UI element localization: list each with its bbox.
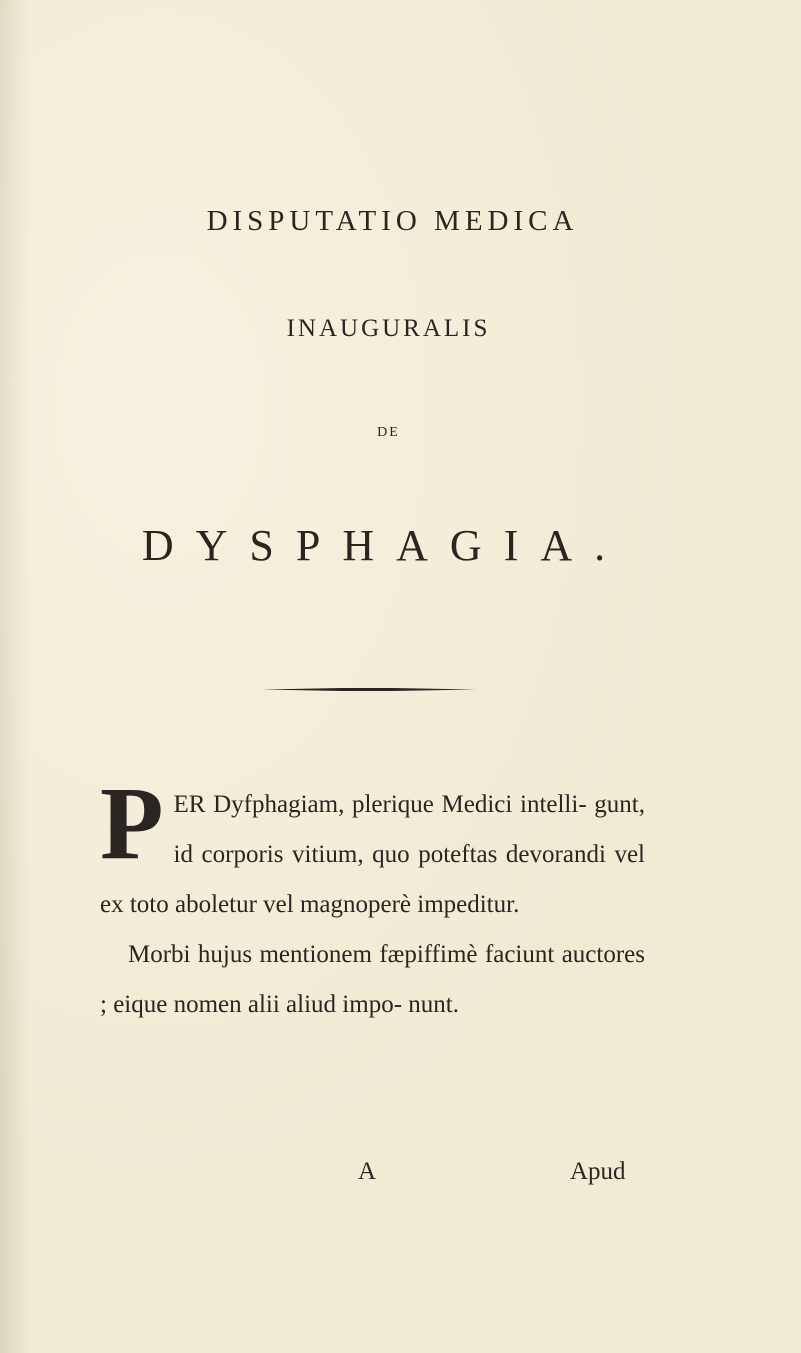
body-text <box>100 766 645 1030</box>
catchword: Apud <box>570 1158 626 1185</box>
title-line-disputatio: DISPUTATIO MEDICA <box>206 205 579 237</box>
signature-mark: A <box>358 1158 377 1185</box>
title-line-inauguralis: INAUGURALIS <box>286 315 491 342</box>
ornamental-rule <box>262 688 476 691</box>
paragraph-names <box>100 930 645 1030</box>
paragraph-definition-text: ER Dyfphagiam, plerique Medici intelli- gunt, id corporis vitium, quo poteftas devorandi vel ex toto aboletur vel magnoperè impeditur. <box>100 791 645 918</box>
paragraph-definition <box>100 766 645 930</box>
paragraph-names-text: Morbi hujus mentionem fæpiffimè faciunt auctores ; eique nomen alii aliud impo- nunt. <box>100 941 645 1018</box>
title-line-de: DE <box>377 425 400 440</box>
title-subject: DYSPHAGIA. <box>141 521 628 570</box>
drop-cap: P <box>100 766 164 881</box>
